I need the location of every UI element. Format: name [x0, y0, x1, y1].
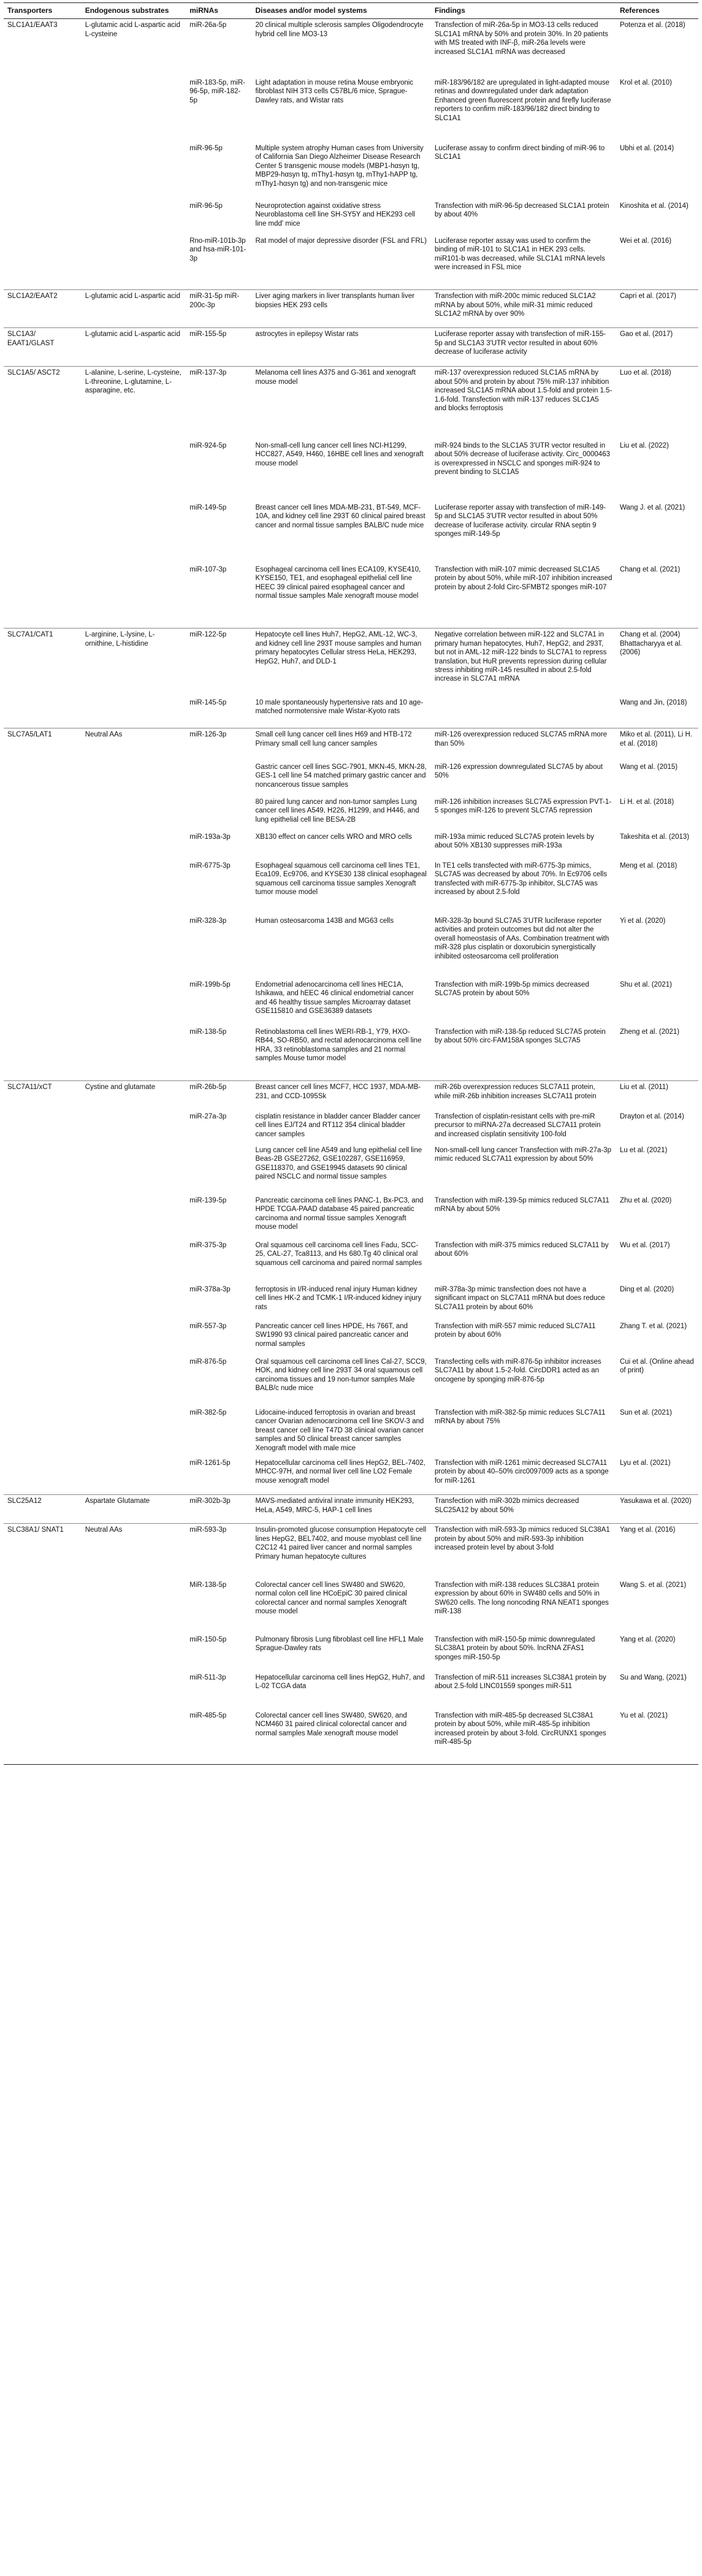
disease-cell: Colorectal cancer cell lines SW480, SW620, and NCM460 31 paired clinical colorectal cancer and normal samples Male xenograft mouse model: [251, 1710, 430, 1765]
reference-cell: Zhang T. et al. (2021): [619, 1322, 687, 1330]
substrates-cell: [82, 440, 186, 502]
substrates-cell: Aspartate Glutamate: [82, 1495, 186, 1524]
transporter-cell: [4, 796, 82, 831]
transporter-cell: [4, 1634, 82, 1672]
findings-cell: Transfection with miR-1261 mimic decreased SLC7A11 protein by about 40–50% circ0097009 acts as a sponge for miR-1261: [434, 1459, 609, 1485]
reference-cell: Wang J. et al. (2021): [619, 503, 685, 511]
findings-cell: Transfection with miR-485-5p decreased SLC38A1 protein by about 50%, while miR-485-5p inhibition increased protein by about 3-fold. CircRUNX1 sponges miR-485-5p: [431, 1710, 616, 1765]
substrates-cell: L-glutamic acid L-aspartic acid: [82, 290, 186, 328]
substrates-cell: [82, 564, 186, 629]
findings-cell: Transfection of miR-511 increases SLC38A1 protein by about 2.5-fold LINC01559 sponges miR-511: [434, 1673, 606, 1691]
mirna-cell: miR-139-5p: [189, 1196, 227, 1204]
table-row: [4, 1407, 698, 1457]
transporter-cell: [4, 440, 82, 502]
table-row: [4, 77, 698, 142]
transporter-cell: [4, 761, 82, 796]
findings-cell: Transfection with miR-302b mimics decreased SLC25A12 by about 50%: [431, 1495, 616, 1524]
substrates-cell: [82, 235, 186, 290]
mirna-cell: miR-302b-3p: [186, 1495, 251, 1524]
mirna-cell: [186, 1144, 251, 1194]
mirna-cell: miR-328-3p: [189, 917, 227, 925]
mirna-cell: Rno-miR-101b-3p and hsa-miR-101-3p: [189, 237, 246, 262]
table-row: [4, 1283, 698, 1320]
reference-cell: Yasukawa et al. (2020): [616, 1495, 698, 1524]
findings-cell: miR-126 inhibition increases SLC7A5 expression PVT-1-5 sponges miR-126 to prevent SLC7A5 repression: [434, 798, 612, 815]
reference-cell: Yu et al. (2021): [616, 1710, 698, 1765]
disease-cell: Light adaptation in mouse retina Mouse embryonic fibroblast NIH 3T3 cells C57BL/6 mice, Sprague-Dawley rats, and Wistar rats: [255, 78, 414, 104]
transporter-cell: [4, 915, 82, 979]
reference-cell: Capri et al. (2017): [616, 290, 698, 328]
table-row: [4, 235, 698, 290]
transporter-cell: [4, 979, 82, 1026]
table-row: [4, 915, 698, 979]
reference-cell: Wang and Jin, (2018): [619, 698, 687, 706]
table-row: [4, 860, 698, 915]
table-row: [4, 19, 698, 77]
substrates-cell: [82, 761, 186, 796]
substrates-cell: [82, 1144, 186, 1194]
transporter-cell: [4, 1710, 82, 1765]
mirna-cell: miR-96-5p: [189, 202, 223, 210]
substrates-cell: L-glutamic acid L-aspartic acid L-cysteine: [85, 21, 181, 38]
mirna-cell: miR-485-5p: [186, 1710, 251, 1765]
findings-cell: Transfecting cells with miR-876-5p inhibitor increases SLC7A11 by about 1.5-2-fold. CircDDR1 acted as an oncogene by sponging miR-876-5p: [434, 1358, 601, 1383]
mirna-cell: miR-155-5p: [186, 328, 251, 367]
mirna-cell: miR-1261-5p: [189, 1459, 231, 1467]
table-row: [4, 1194, 698, 1239]
reference-cell: Luo et al. (2018): [616, 367, 698, 440]
disease-cell: 20 clinical multiple sclerosis samples Oligodendrocyte hybrid cell line MO3-13: [255, 21, 424, 38]
mirna-cell: miR-199b-5p: [189, 980, 231, 988]
disease-cell: MAVS-mediated antiviral innate immunity HEK293, HeLa, A549, MRC-5, HAP-1 cell lines: [251, 1495, 430, 1524]
header-endogenous-substrates: Endogenous substrates: [82, 3, 186, 19]
disease-cell: Hepatocyte cell lines Huh7, HepG2, AML-12, WC-3, and kidney cell line 293T mouse samples and human primary hepatocytes Cellular stress HeLa, HEK293, HepG2, Huh7, and DLD-1: [251, 629, 430, 697]
substrates-cell: L-alanine, L-serine, L-cysteine, L-threonine, L-glutamine, L-asparagine, etc.: [82, 367, 186, 440]
substrates-cell: [82, 1026, 186, 1081]
disease-cell: Non-small-cell lung cancer cell lines NCI-H1299, HCC827, A549, H460, 16HBE cell lines and xenograft mouse model: [255, 441, 424, 467]
header-mirnas: miRNAs: [186, 3, 251, 19]
disease-cell: Hepatocellular carcinoma cell lines HepG2, BEL-7402, MHCC-97H, and normal liver cell line LO2 Female mouse xenograft model: [255, 1459, 425, 1485]
disease-cell: Liver aging markers in liver transplants human liver biopsies HEK 293 cells: [251, 290, 430, 328]
transporter-cell: SLC7A11/xCT: [4, 1081, 82, 1110]
table-row: [4, 1110, 698, 1144]
transporter-cell: [4, 1457, 82, 1495]
transporter-cell: [4, 697, 82, 728]
reference-cell: Ding et al. (2020): [619, 1285, 674, 1293]
findings-cell: Transfection with miR-138 reduces SLC38A1 protein expression by about 60% in SW480 cells and 50% in SW620 cells. The long noncoding RNA NEAT1 sponges miR-138: [434, 1581, 609, 1616]
reference-cell: Gao et al. (2017): [616, 328, 698, 367]
header-transporters: Transporters: [4, 3, 82, 19]
reference-cell: Zhu et al. (2020): [619, 1196, 672, 1204]
disease-cell: Multiple system atrophy Human cases from University of California San Diego Alzheimer Disease Research Center 5 transgenic mouse models (MBP1-hαsyn tg, MBP29-hαsyn tg, mThy1-hαsyn tg, mThy1-hAPP tg, mThy1-hαsyn tg) and non-transgenic mice: [255, 144, 424, 188]
findings-cell: Transfection with miR-139-5p mimics reduced SLC7A11 mRNA by about 50%: [434, 1196, 609, 1213]
substrates-cell: L-arginine, L-lysine, L-ornithine, L-histidine: [82, 629, 186, 697]
findings-cell: MiR-328-3p bound SLC7A5 3'UTR luciferase reporter activities and protein outcomes but did not alter the overall homeostasis of AAs. Combination treatment with miR-328 plus cisplatin or doxorubicin synergistically inhibited osteosarcoma cell proliferation: [434, 917, 609, 960]
reference-cell: Yi et al. (2020): [619, 917, 666, 925]
table-row: [4, 697, 698, 728]
substrates-cell: [82, 1672, 186, 1710]
findings-cell: miR-137 overexpression reduced SLC1A5 mRNA by about 50% and protein by about 75% miR-137 inhibition increased SLC1A5 mRNA about 1.5-fold and protein 1.5-1.6-fold. Transfection with miR-137 reduces SLC1A5 and blocks ferroptosis: [431, 367, 616, 440]
table-row: [4, 290, 698, 328]
transporter-cell: [4, 1407, 82, 1457]
table-row: [4, 367, 698, 440]
table-row: [4, 1239, 698, 1283]
findings-cell: Transfection with miR-557 mimic reduced SLC7A11 protein by about 60%: [434, 1322, 596, 1339]
mirna-cell: miR-145-5p: [189, 698, 227, 706]
findings-cell: Luciferase assay to confirm direct binding of miR-96 to SLC1A1: [434, 144, 605, 161]
disease-cell: Esophageal squamous cell carcinoma cell lines TE1, Eca109, Ec9706, and KYSE30 138 clinical esophageal squamous cell carcinoma tissue samples Xenograft tumor mouse model: [255, 862, 427, 896]
disease-cell: Pancreatic cancer cell lines HPDE, Hs 766T, and SW1990 93 clinical paired pancreatic cancer and normal samples: [255, 1322, 408, 1348]
disease-cell: XB130 effect on cancer cells WRO and MRO cells: [255, 833, 412, 841]
transporter-cell: [4, 564, 82, 629]
transporter-cell: SLC38A1/ SNAT1: [4, 1524, 82, 1579]
findings-cell: Luciferase reporter assay with transfection of miR-149-5p and SLC1A5 3'UTR vector resulted in about 50% decrease of luciferase activity. circular RNA septin 9 sponges miR-149-5p: [434, 503, 606, 538]
reference-cell: Meng et al. (2018): [619, 862, 677, 869]
disease-cell: Lung cancer cell line A549 and lung epithelial cell line Beas-2B GSE27262, GSE102287, GSE116959, GSE118370, and GSE19945 datasets 90 clinical paired NSCLC and normal tissue samples: [255, 1146, 422, 1181]
reference-cell: Shu et al. (2021): [619, 980, 672, 988]
transporter-cell: [4, 1356, 82, 1407]
table-row: [4, 440, 698, 502]
substrates-cell: [82, 1579, 186, 1634]
transporter-cell: SLC1A5/ ASCT2: [4, 367, 82, 440]
disease-cell: Pulmonary fibrosis Lung fibroblast cell line HFL1 Male Sprague-Dawley rats: [255, 1635, 424, 1653]
reference-cell: Liu et al. (2022): [619, 441, 669, 449]
mirna-cell: miR-27a-3p: [189, 1112, 227, 1120]
mirna-cell: miR-924-5p: [189, 441, 227, 449]
table-row: [4, 1634, 698, 1672]
findings-cell: Transfection with miR-593-3p mimics reduced SLC38A1 protein by about 50% and miR-593-3p inhibition increased protein level by about 3-fold: [431, 1524, 616, 1579]
table-row: [4, 142, 698, 200]
reference-cell: Chang et al. (2004) Bhattacharyya et al. (2006): [616, 629, 698, 697]
table-row: [4, 564, 698, 629]
disease-cell: Human osteosarcoma 143B and MG63 cells: [255, 917, 394, 925]
mirna-cell: miR-557-3p: [189, 1322, 227, 1330]
table-row: [4, 796, 698, 831]
table-row: [4, 328, 698, 367]
mirna-cell: miR-150-5p: [189, 1635, 227, 1643]
transporter-cell: SLC7A5/LAT1: [4, 728, 82, 761]
substrates-cell: Cystine and glutamate: [82, 1081, 186, 1110]
disease-cell: Endometrial adenocarcinoma cell lines HEC1A, Ishikawa, and hEEC 46 clinical endometrial cancer and 46 healthy tissue samples Microarray dataset GSE115810 and GSE36389 datasets: [255, 980, 414, 1015]
findings-cell: Transfection with miR-96-5p decreased SLC1A1 protein by about 40%: [434, 202, 609, 219]
table-row: [4, 200, 698, 235]
substrates-cell: [82, 860, 186, 915]
transporter-cell: [4, 142, 82, 200]
substrates-cell: [82, 1283, 186, 1320]
table-row: [4, 1081, 698, 1110]
table-row: [4, 831, 698, 860]
findings-cell: Transfection with miR-382-5p mimic reduces SLC7A11 mRNA by about 75%: [434, 1408, 606, 1426]
mirna-cell: miR-26a-5p: [189, 21, 227, 29]
table-row: [4, 629, 698, 697]
substrates-cell: [82, 200, 186, 235]
disease-cell: Retinoblastoma cell lines WERI-RB-1, Y79, HXO-RB44, SO-RB50, and rectal adenocarcinoma cell line HRA, 33 retinoblastoma samples and 21 normal samples Mouse tumor model: [255, 1028, 422, 1063]
disease-cell: Breast cancer cell lines MDA-MB-231, BT-549, MCF-10A, and kidney cell line 293T 60 clinical paired breast cancer and normal tissue samples BALB/C nude mice: [255, 503, 425, 529]
findings-cell: Transfection with miR-150-5p mimic downregulated SLC38A1 protein by about 50%. lncRNA ZFAS1 sponges miR-150-5p: [434, 1635, 595, 1661]
table-row: [4, 1457, 698, 1495]
disease-cell: Rat model of major depressive disorder (FSL and FRL): [255, 237, 427, 245]
mirna-cell: miR-183-5p, miR-96-5p, miR-182-5p: [189, 78, 245, 104]
substrates-cell: [82, 1110, 186, 1144]
reference-cell: Cui et al. (Online ahead of print): [619, 1358, 694, 1375]
findings-cell: Negative correlation between miR-122 and SLC7A1 in primary human hepatocytes, Huh7, HepG2, and 293T, but not in AML-12 miR-122 binds to SLC7A1 to repress translation, but HuR prevents repression during cellular stress inhibiting miR-145 resulted in about 2.5-fold increase in SLC7A1 mRNA: [431, 629, 616, 697]
transporter-cell: [4, 860, 82, 915]
reference-cell: Miko et al. (2011), Li H. et al. (2018): [616, 728, 698, 761]
disease-cell: Small cell lung cancer cell lines H69 and HTB-172 Primary small cell lung cancer samples: [251, 728, 430, 761]
findings-cell: Luciferase reporter assay with transfection of miR-155-5p and SLC1A3 3'UTR vector resulted in about 60% decrease of luciferase activity: [431, 328, 616, 367]
findings-cell: Transfection with miR-199b-5p mimics decreased SLC7A5 protein by about 50%: [434, 980, 589, 998]
disease-cell: Breast cancer cell lines MCF7, HCC 1937, MDA-MB-231, and CCD-1095Sk: [251, 1081, 430, 1110]
mirna-cell: miR-107-3p: [189, 565, 227, 573]
transporter-cell: [4, 77, 82, 142]
findings-cell: [431, 697, 616, 728]
reference-cell: Su and Wang, (2021): [619, 1673, 687, 1681]
reference-cell: Wu et al. (2017): [619, 1241, 670, 1249]
mirna-cell: miR-378a-3p: [189, 1285, 231, 1293]
disease-cell: 80 paired lung cancer and non-tumor samples Lung cancer cell lines A549, H226, H1299, and H446, and lung epithelial cell line BESA-2B: [255, 798, 419, 824]
substrates-cell: [82, 979, 186, 1026]
substrates-cell: L-glutamic acid L-aspartic acid: [82, 328, 186, 367]
mirna-cell: miR-876-5p: [189, 1358, 227, 1366]
findings-cell: miR-378a-3p mimic transfection does not have a significant impact on SLC7A11 mRNA but does reduce SLC7A11 protein by about 60%: [434, 1285, 605, 1311]
mirna-cell: miR-375-3p: [189, 1241, 227, 1249]
reference-cell: Lu et al. (2021): [619, 1146, 668, 1154]
findings-cell: miR-183/96/182 are upregulated in light-adapted mouse retinas and downregulated under dark adaptation Enhanced green fluorescent protein and firefly luciferase reporters to confirm miR-183/96/182 direct binding to SLC1A1: [434, 78, 611, 122]
header-diseases-models: Diseases and/or model systems: [251, 3, 430, 19]
reference-cell: Kinoshita et al. (2014): [619, 202, 689, 210]
reference-cell: Li H. et al. (2018): [619, 798, 674, 806]
substrates-cell: [82, 1356, 186, 1407]
mirna-cell: miR-382-5p: [189, 1408, 227, 1416]
findings-cell: In TE1 cells transfected with miR-6775-3p mimics, SLC7A5 was decreased by about 70%. In Ec9706 cells transfected with miR-6775-3p inhibitor, SLC7A5 was increased by about 2.5-fold: [434, 862, 608, 896]
transporter-cell: [4, 831, 82, 860]
findings-cell: miR-126 expression downregulated SLC7A5 by about 50%: [434, 763, 603, 780]
transporter-cell: [4, 1239, 82, 1283]
mirna-cell: miR-511-3p: [189, 1673, 226, 1681]
mirna-cell: miR-149-5p: [189, 503, 227, 511]
transporter-cell: [4, 1026, 82, 1081]
disease-cell: Oral squamous cell carcinoma cell lines Cal-27, SCC9, HOK, and kidney cell line 293T 34 oral squamous cell carcinoma tissues and 19 non-tumor samples Male BALB/c nude mice: [255, 1358, 427, 1393]
substrates-cell: [82, 1194, 186, 1239]
mirna-cell: [186, 796, 251, 831]
mirna-cell: miR-137-3p: [186, 367, 251, 440]
transporter-cell: [4, 1672, 82, 1710]
header-findings: Findings: [431, 3, 616, 19]
transporter-cell: [4, 235, 82, 290]
findings-cell: miR-924 binds to the SLC1A5 3'UTR vector resulted in about 50% decrease of luciferase activity. Circ_0000463 is overexpressed in NSCLC and sponges miR-924 to prevent binding to SLC1A5: [434, 441, 610, 476]
mirna-cell: miR-31-5p miR-200c-3p: [186, 290, 251, 328]
substrates-cell: [82, 502, 186, 564]
disease-cell: Gastric cancer cell lines SGC-7901, MKN-45, MKN-28, GES-1 cell line 54 matched primary gastric cancer and noncancerous tissue samples: [255, 763, 427, 789]
transporter-cell: [4, 200, 82, 235]
substrates-cell: [82, 1710, 186, 1765]
findings-cell: Luciferase reporter assay was used to confirm the binding of miR-101 to SLC1A1 in HEK 293 cells. miR101-b was decreased, while SLC1A1 mRNA levels were increased in FSL mice: [434, 237, 605, 272]
transporter-cell: SLC1A2/EAAT2: [4, 290, 82, 328]
findings-cell: Transfection of miR-26a-5p in MO3-13 cells reduced SLC1A1 mRNA by 50% and protein 30%. In 20 patients with MS treated with INF-β, miR-26a levels were increased SLC1A1 mRNA was decreased: [434, 21, 609, 56]
substrates-cell: [82, 697, 186, 728]
table-row: [4, 1579, 698, 1634]
findings-cell: Non-small-cell lung cancer Transfection with miR-27a-3p mimic reduced SLC7A11 expression by about 50%: [434, 1146, 612, 1163]
transporter-cell: SLC25A12: [4, 1495, 82, 1524]
substrates-cell: [82, 796, 186, 831]
transporter-cell: [4, 1579, 82, 1634]
substrates-cell: [82, 915, 186, 979]
findings-cell: miR-193a mimic reduced SLC7A5 protein levels by about 50% XB130 suppresses miR-193a: [434, 833, 594, 850]
substrates-cell: [82, 1239, 186, 1283]
header-row: [4, 3, 698, 19]
table-row: [4, 1026, 698, 1081]
disease-cell: Lidocaine-induced ferroptosis in ovarian and breast cancer Ovarian adenocarcinoma cell line SKOV-3 and breast cancer cell line T47D 38 clinical ovarian cancer samples and 50 clinical breast cancer samples Xenograft model with male mice: [255, 1408, 424, 1452]
reference-cell: Liu et al. (2011): [616, 1081, 698, 1110]
disease-cell: cisplatin resistance in bladder cancer Bladder cancer cell lines EJ/T24 and RT112 354 clinical bladder cancer samples: [255, 1112, 421, 1138]
transporter-cell: [4, 1110, 82, 1144]
findings-cell: Transfection of cisplatin-resistant cells with pre-miR precursor to miRNA-27a decreased SLC7A11 protein and increased cisplatin sensitivity 100-fold: [434, 1112, 601, 1138]
transporter-cell: SLC7A1/CAT1: [4, 629, 82, 697]
reference-cell: Potenza et al. (2018): [619, 21, 685, 29]
mirna-cell: [186, 761, 251, 796]
reference-cell: Wang et al. (2015): [619, 763, 678, 771]
mirna-cell: miR-122-5p: [186, 629, 251, 697]
mirna-cell: miR-138-5p: [189, 1028, 227, 1036]
transporter-cell: SLC1A1/EAAT3: [7, 21, 58, 29]
mirna-cell: miR-193a-3p: [189, 833, 231, 841]
transporter-cell: [4, 1144, 82, 1194]
disease-cell: Melanoma cell lines A375 and G-361 and xenograft mouse model: [251, 367, 430, 440]
substrates-cell: [82, 1634, 186, 1672]
table-row: [4, 1144, 698, 1194]
findings-cell: miR-26b overexpression reduces SLC7A11 protein, while miR-26b inhibition increases SLC7A11 protein: [431, 1081, 616, 1110]
substrates-cell: [82, 831, 186, 860]
reference-cell: Sun et al. (2021): [619, 1408, 672, 1416]
findings-cell: Transfection with miR-375 mimics reduced SLC7A11 by about 60%: [434, 1241, 609, 1258]
transporter-cell: [4, 1283, 82, 1320]
mirna-cell: MiR-138-5p: [189, 1581, 227, 1589]
reference-cell: Wei et al. (2016): [619, 237, 672, 245]
disease-cell: ferroptosis in I/R-induced renal injury Human kidney cell lines HK-2 and TCMK-1 I/R-induced kidney injury rats: [255, 1285, 422, 1311]
disease-cell: Neuroprotection against oxidative stress Neuroblastoma cell line SH-SY5Y and HEK293 cell line mdd' mice: [255, 202, 416, 227]
disease-cell: Colorectal cancer cell lines SW480 and SW620, normal colon cell line HCoEpiC 30 paired clinical colorectal cancer and normal samples Xenograft mouse model: [255, 1581, 407, 1616]
table-row: [4, 1320, 698, 1356]
header-references: References: [616, 3, 698, 19]
reference-cell: Ubhi et al. (2014): [619, 144, 674, 152]
substrates-cell: Neutral AAs: [82, 1524, 186, 1579]
findings-cell: miR-126 overexpression reduced SLC7A5 mRNA more than 50%: [431, 728, 616, 761]
reference-cell: Chang et al. (2021): [619, 565, 681, 573]
table-row: [4, 1495, 698, 1524]
transporter-cell: [4, 1320, 82, 1356]
substrates-cell: [82, 1320, 186, 1356]
disease-cell: Pancreatic carcinoma cell lines PANC-1, Bx-PC3, and HPDE TCGA-PAAD database 45 paired pancreatic carcinoma and normal tissue samples Xenograft mouse model: [255, 1196, 424, 1231]
mirna-cell: miR-593-3p: [186, 1524, 251, 1579]
table-body: [4, 19, 698, 1765]
findings-cell: Transfection with miR-200c mimic reduced SLC1A2 mRNA by about 50%, while miR-31 mimic reduced SLC1A2 mRNA by over 90%: [431, 290, 616, 328]
reference-cell: Yang et al. (2020): [619, 1635, 676, 1643]
substrates-cell: Neutral AAs: [82, 728, 186, 761]
table-row: [4, 1524, 698, 1579]
mirna-cell: miR-26b-5p: [186, 1081, 251, 1110]
reference-cell: Zheng et al. (2021): [619, 1028, 680, 1036]
reference-cell: Lyu et al. (2021): [619, 1459, 671, 1467]
mirna-cell: miR-126-3p: [186, 728, 251, 761]
reference-cell: Wang S. et al. (2021): [619, 1581, 687, 1589]
disease-cell: Hepatocellular carcinoma cell lines HepG2, Huh7, and L-02 TCGA data: [255, 1673, 425, 1691]
mirna-transporter-table: [4, 2, 698, 1765]
reference-cell: Takeshita et al. (2013): [619, 833, 690, 841]
disease-cell: Oral squamous cell carcinoma cell lines Fadu, SCC-25, CAL-27, Tca8113, and Hs 680.Tg 40 clinical oral squamous cell carcinoma and paired normal samples: [255, 1241, 422, 1267]
reference-cell: Yang et al. (2016): [616, 1524, 698, 1579]
substrates-cell: [82, 1407, 186, 1457]
disease-cell: astrocytes in epilepsy Wistar rats: [251, 328, 430, 367]
disease-cell: Insulin-promoted glucose consumption Hepatocyte cell lines HepG2, BEL7402, and mouse myoblast cell line C2C12 41 paired liver cancer and normal samples Primary human hepatocyte cultures: [251, 1524, 430, 1579]
substrates-cell: [82, 1457, 186, 1495]
transporter-cell: [4, 502, 82, 564]
table-row: [4, 1710, 698, 1765]
substrates-cell: [82, 77, 186, 142]
table-row: [4, 728, 698, 761]
findings-cell: Transfection with miR-107 mimic decreased SLC1A5 protein by about 50%, while miR-107 inhibition increased protein by about 2-fold Circ-SFMBT2 sponges miR-107: [434, 565, 612, 591]
substrates-cell: [82, 142, 186, 200]
transporter-cell: SLC1A3/ EAAT1/GLAST: [4, 328, 82, 367]
findings-cell: Transfection with miR-138-5p reduced SLC7A5 protein by about 50% circ-FAM158A sponges SLC7A5: [434, 1028, 606, 1045]
disease-cell: Esophageal carcinoma cell lines ECA109, KYSE410, KYSE150, TE1, and esophageal epithelial cell line HEEC 39 clinical paired esophageal cancer and normal tissue samples Male xenograft mouse model: [255, 565, 421, 600]
table-row: [4, 1672, 698, 1710]
reference-cell: Krol et al. (2010): [619, 78, 672, 86]
mirna-cell: miR-96-5p: [189, 144, 223, 152]
transporter-cell: [4, 1194, 82, 1239]
reference-cell: Drayton et al. (2014): [619, 1112, 684, 1120]
disease-cell: 10 male spontaneously hypertensive rats and 10 age-matched normotensive male Wistar-Kyoto rats: [255, 698, 424, 716]
table-row: [4, 979, 698, 1026]
table-row: [4, 502, 698, 564]
mirna-cell: miR-6775-3p: [189, 862, 231, 869]
table-row: [4, 761, 698, 796]
table-row: [4, 1356, 698, 1407]
